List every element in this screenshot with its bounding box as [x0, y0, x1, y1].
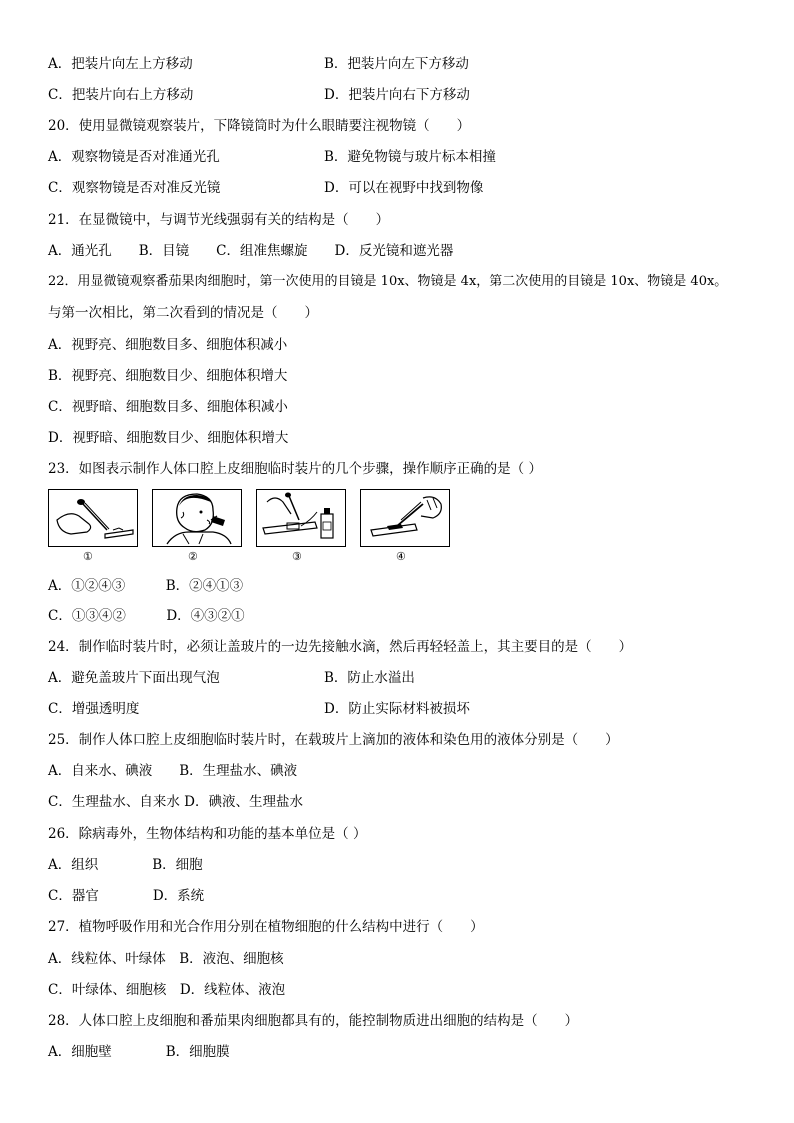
q24-option-d: D．防止实际材料被损坏 — [324, 701, 470, 717]
q24-option-b: B．防止水溢出 — [324, 670, 415, 686]
q24-option-c: C．增强透明度 — [48, 701, 140, 717]
figure-step-1 — [48, 489, 138, 547]
q19-option-d: D．把装片向右下方移动 — [324, 87, 470, 103]
q27-stem: 27．植物呼吸作用和光合作用分别在植物细胞的什么结构中进行（ ） — [48, 919, 484, 935]
staining-slide-illustration — [257, 490, 345, 546]
q20-option-b: B．避免物镜与玻片标本相撞 — [324, 149, 496, 165]
figure-label-3: ③ — [292, 550, 302, 563]
figure-step-4 — [360, 489, 450, 547]
q22-option-a: A．视野亮、细胞数目多、细胞体积减小 — [48, 337, 288, 353]
q28-stem: 28．人体口腔上皮细胞和番茄果肉细胞都具有的，能控制物质进出细胞的结构是（ ） — [48, 1013, 579, 1029]
q27-options-cd: C．叶绿体、细胞核 D．线粒体、液泡 — [48, 982, 286, 998]
q26-options-ab: A．组织 B．细胞 — [48, 857, 203, 873]
q25-stem: 25．制作人体口腔上皮细胞临时装片时，在载玻片上滴加的液体和染色用的液体分别是（ ） — [48, 732, 619, 748]
figure-label-2: ② — [188, 550, 198, 563]
q25-options-ab: A．自来水、碘液 B．生理盐水、碘液 — [48, 763, 298, 779]
figure-step-3 — [256, 489, 346, 547]
q20-option-d: D．可以在视野中找到物像 — [324, 180, 484, 196]
figure-step-2 — [152, 489, 242, 547]
q22-option-d: D．视野暗、细胞数目少、细胞体积增大 — [48, 430, 289, 446]
q25-options-cd: C．生理盐水、自来水 D．碘液、生理盐水 — [48, 794, 303, 810]
q21-stem: 21．在显微镜中，与调节光线强弱有关的结构是（ ） — [48, 212, 390, 228]
figure-label-4: ④ — [396, 550, 406, 563]
figure-label-1: ① — [83, 550, 93, 563]
q24-stem: 24．制作临时装片时，必须让盖玻片的一边先接触水滴，然后再轻轻盖上，其主要目的是（ ） — [48, 639, 633, 655]
q26-stem: 26．除病毒外，生物体结构和功能的基本单位是（ ） — [48, 826, 367, 842]
q24-option-a: A．避免盖玻片下面出现气泡 — [48, 670, 220, 686]
q19-option-b: B．把装片向左下方移动 — [324, 56, 469, 72]
person-scraping-cheek-illustration — [153, 490, 241, 546]
q20-option-a: A．观察物镜是否对准通光孔 — [48, 149, 220, 165]
dropper-on-slide-illustration — [49, 490, 137, 546]
q22-stem-cont: 与第一次相比，第二次看到的情况是（ ） — [48, 305, 318, 321]
q28-options-ab: A．细胞壁 B．细胞膜 — [48, 1044, 230, 1060]
q26-options-cd: C．器官 D．系统 — [48, 888, 205, 904]
q23-stem: 23．如图表示制作人体口腔上皮细胞临时装片的几个步骤，操作顺序正确的是（ ） — [48, 461, 542, 477]
q22-option-b: B．视野亮、细胞数目少、细胞体积增大 — [48, 368, 288, 384]
q19-option-a: A．把装片向左上方移动 — [48, 56, 193, 72]
q22-stem: 22．用显微镜观察番茄果肉细胞时，第一次使用的目镜是 10x、物镜是 4x，第二次使用的目镜是 10x、物镜是 40x。 — [48, 274, 728, 289]
q23-options-cd: C．①③④② D．④③②① — [48, 608, 245, 624]
q21-options: A．通光孔 B．目镜 C．组准焦螺旋 D．反光镜和遮光器 — [48, 243, 454, 259]
q20-stem: 20．使用显微镜观察装片，下降镜筒时为什么眼睛要注视物镜（ ） — [48, 118, 471, 134]
q22-option-c: C．视野暗、细胞数目多、细胞体积减小 — [48, 399, 288, 415]
q23-options-ab: A．①②④③ B．②④①③ — [48, 578, 244, 594]
q27-options-ab: A．线粒体、叶绿体 B．液泡、细胞核 — [48, 951, 284, 967]
placing-coverslip-illustration — [361, 490, 449, 546]
q19-option-c: C．把装片向右上方移动 — [48, 87, 194, 103]
q20-option-c: C．观察物镜是否对准反光镜 — [48, 180, 221, 196]
